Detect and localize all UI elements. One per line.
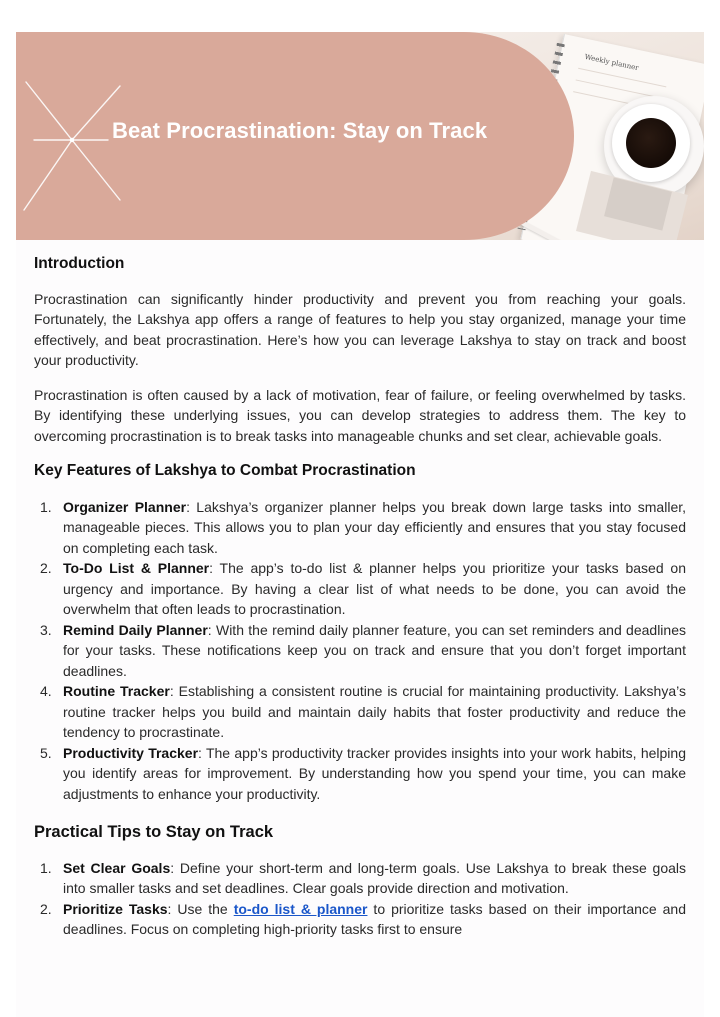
list-number: 1.	[40, 498, 52, 515]
tips-heading: Practical Tips to Stay on Track	[34, 823, 274, 841]
list-item	[34, 858, 686, 899]
list-number: 5.	[40, 744, 52, 761]
list-item	[34, 899, 686, 940]
page-title: Beat Procrastination: Stay on Track	[112, 118, 488, 143]
list-item	[34, 681, 686, 743]
tip-description-start: : Use the	[167, 900, 234, 917]
list-number: 2.	[40, 560, 52, 576]
feature-term: To-Do List & Planner	[63, 560, 210, 576]
feature-description: : Establishing a consistent routine is crucial for maintaining productivity. Lakshya’s routine tracker helps you build and maintain daily habits that foster productivity and reduce the tendency to procrastinate.	[63, 683, 686, 740]
list-item	[34, 558, 686, 620]
feature-term: Organizer Planner	[63, 498, 187, 515]
intro-paragraph-2: Procrastination is often caused by a lack of motivation, fear of failure, or feeling overwhelmed by tasks. By identifying these underlying issues, you can develop strategies to address them. The key to overcoming procrastination is to break tasks into manageable chunks and set clear, achievable goals.	[34, 386, 686, 444]
todo-planner-link[interactable]: to-do list & planner	[233, 900, 368, 917]
list-item	[34, 743, 686, 805]
notebook-line	[578, 68, 666, 88]
list-number: 3.	[40, 621, 52, 638]
list-item	[34, 497, 686, 559]
list-number: 2.	[40, 900, 52, 917]
article-body	[34, 254, 686, 940]
tip-description-end: to prioritize tasks based on their importance and deadlines. Focus on completing high-priority tasks first to ensure	[63, 900, 687, 937]
features-heading: Key Features of Lakshya to Combat Procrastination	[34, 462, 416, 479]
feature-term: Productivity Tracker	[63, 744, 199, 761]
document-page	[16, 32, 704, 1017]
tip-description: : Define your short-term and long-term goals. Use Lakshya to break these goals into smaller tasks and set deadlines. Clear goals provide direction and motivation.	[63, 859, 686, 896]
tips-list	[34, 858, 686, 940]
tip-term: Set Clear Goals	[63, 859, 171, 876]
tip-term: Prioritize Tasks	[63, 900, 168, 917]
list-item	[34, 620, 686, 682]
intro-paragraph-1: Procrastination can significantly hinder productivity and prevent you from reaching your goals. Fortunately, the Lakshya app offers a range of features to help you stay organized, manage your time effectively, and beat procrastination. Here’s how you can leverage Lakshya to stay on track and boost your productivity.	[34, 290, 686, 368]
feature-term: Remind Daily Planner	[63, 621, 208, 638]
features-list	[34, 497, 686, 805]
notebook-title: Weekly planner	[583, 52, 640, 73]
feature-description: : The app’s to-do list & planner helps you prioritize your tasks based on urgency and importance. By having a clear list of what needs to be done, you can avoid the overwhelm that often leads to procrastination.	[63, 560, 686, 617]
intro-heading: Introduction	[34, 255, 125, 272]
coffee-image	[626, 118, 676, 168]
list-number: 1.	[40, 859, 52, 876]
list-number: 4.	[40, 683, 52, 699]
feature-term: Routine Tracker	[63, 683, 170, 699]
feature-description: : The app’s productivity tracker provides insights into your work habits, helping you identify areas for improvement. By understanding how you spend your time, you can make adjustments to enhance your productivity.	[63, 744, 686, 802]
feature-description: : Lakshya’s organizer planner helps you break down large tasks into smaller, manageable pieces. This allows you to plan your day efficiently and ensures that you stay focused on completing each task.	[63, 498, 687, 556]
hero-banner	[16, 32, 704, 240]
feature-description: : With the remind daily planner feature, you can set reminders and deadlines for your tasks. These notifications keep you on track and ensure that you don’t forget important deadlines.	[63, 621, 686, 679]
